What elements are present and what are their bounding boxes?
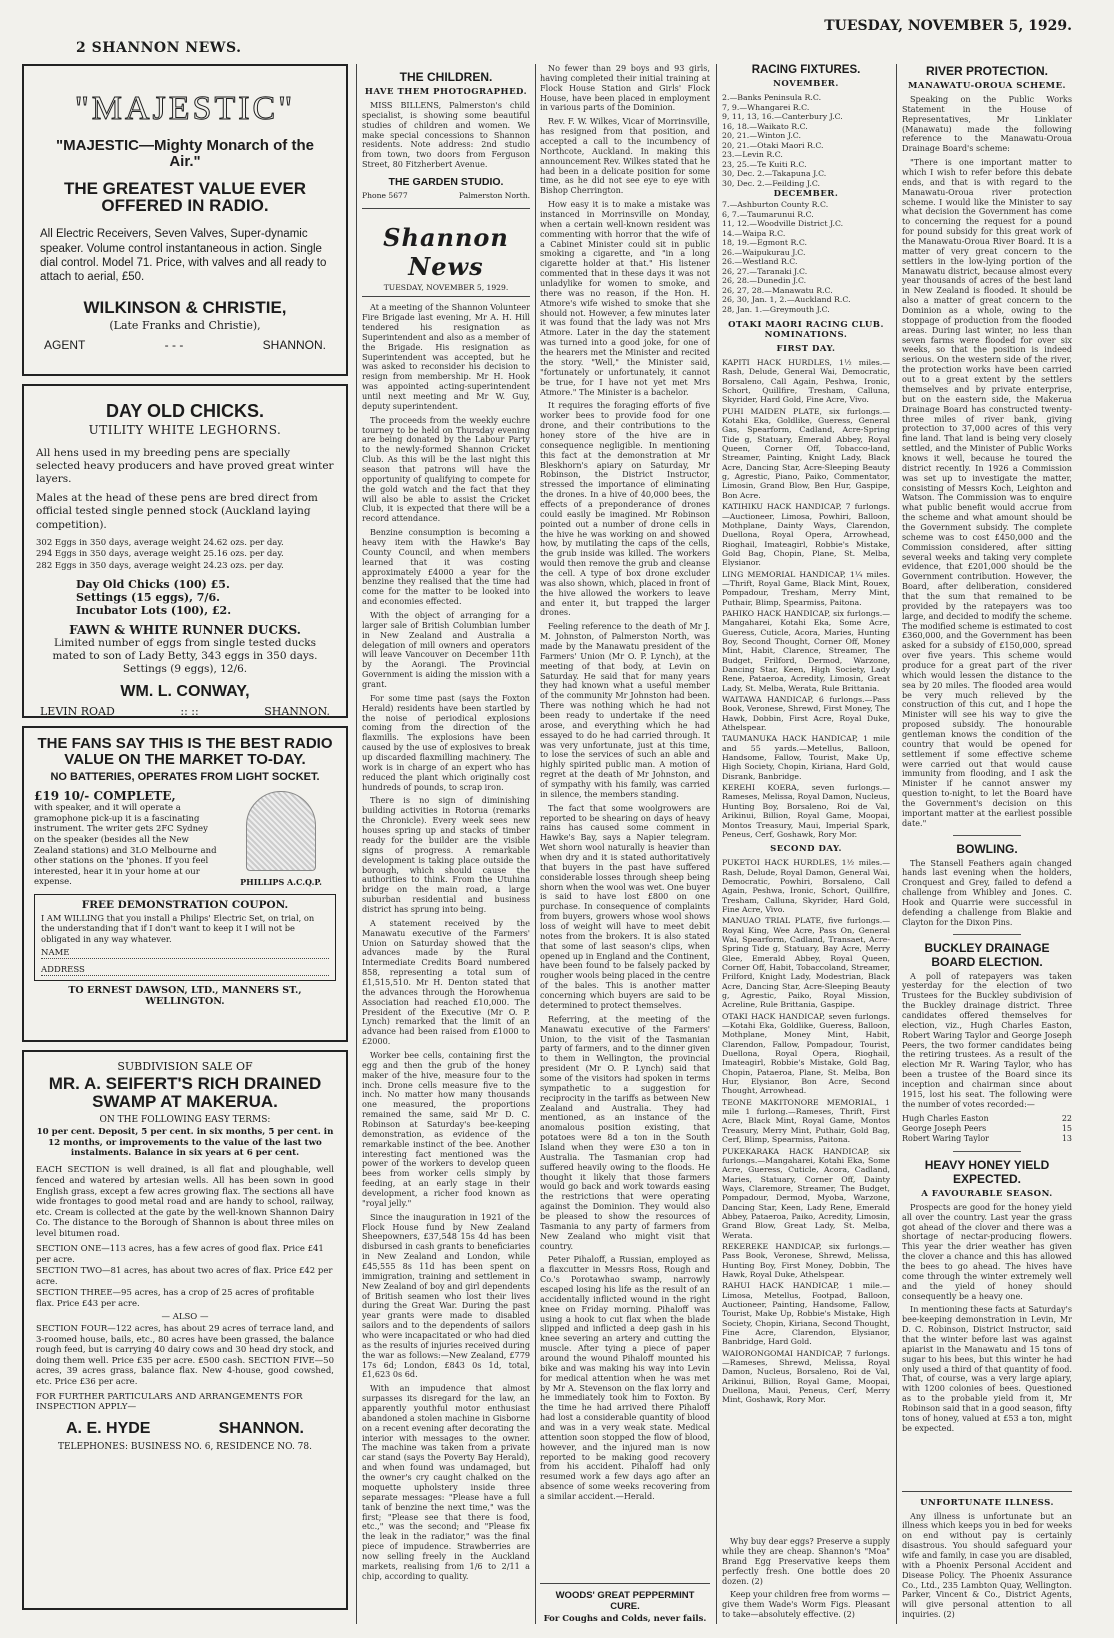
news-column-2 xyxy=(362,64,530,1624)
swamp-sale-ad xyxy=(22,1050,348,1610)
swamp-terms-head: ON THE FOLLOWING EASY TERMS: xyxy=(99,1114,271,1125)
nov-fixture: 9, 11, 13, 16.—Canterbury J.C. xyxy=(722,112,843,121)
swamp-agent: A. E. HYDE xyxy=(66,1419,151,1437)
race-entry: PAHIKO HACK HANDICAP, six furlongs.—Mangaharei, Kotahi Eka, Some Acre, Gueress, Cuticle, Acora, Maries, Hunting Boy, Second Thought, Corner Off, Money Mint, Habit, Clarence, Streamer, The Budget, Frilford, Dermod, Warzone, Dancing Star, Keen, High Society, Lady Rene, Pataeroa, Acredity, Limosin, Great Lady, St. Melba, Werata, Rule Brittania. xyxy=(722,608,890,693)
dec-fixture: 6, 7.—Taumarunui R.C. xyxy=(722,209,814,219)
majestic-headline: THE GREATEST VALUE EVER OFFERED IN RADIO. xyxy=(63,178,307,216)
news-paragraph: "There is one important matter to which I wish to refer before this debate ends, and that is with regard to the Manawatu-Oroua river protection scheme. I would like the Minister to say what decision the Government has come to concerning the request for a pound for pound subsidy for this great work of the Manawatu-Oroua River Board. It is a matter of very great concern to the settlers in the low-lying portion of the Manawatu district, because almost every year thousands of acres of the best land in New Zealand is flooded. It should be also a matter of great concern to the Dominion as a whole, owing to the stoppage of production from the flooded areas. During last winter, no less than seven farms were flooded for over six weeks, so that the position is indeed serious. On the western side of the river, the protection works have been carried out to a great extent by the settlers themselves and by private enterprise, but on the eastern side, the Makerua Drainage Board has constructed twenty-three miles of river bank, giving protection to 37,000 acres of this very fine land. That land is being very closely settled, and the Minister of Public Works knows it well, because he toured the district recently. In 1926 a Commission was set up to investigate the matter, consisting of Messrs Koch, Leighton and Watson. The Commission was to enquire what public benefit would accrue from the scheme and what amount should be the Government subsidy. The complete scheme was to cost £450,000 and the Commission considered, after sitting several weeks and taking very complete evidence, that £201,000 should be the Government contribution. However, the Board, after deliberation, considered that the sum that remained to be provided by the ratepayers was too large, and decided to modify the scheme. The modified scheme is estimated to cost £360,000, and the Government has been asked for a subsidy of £150,000, spread over five years. This scheme would produce for a great part of the river which would lessen the distance to the sea by 20 miles. The flooded area would be very much relieved by the construction of this cut, and I hope the Minister will see his way to give the proposed subsidy. The honourable gentleman knows the condition of the country that would be opened for settlement if some effective scheme were carried out that would cause immunity from flooding, and I ask the Minister if he cannot answer my question to-night, to let the Board have the Government's decision on this important matter at the earliest possible date." xyxy=(902,157,1072,828)
dec-fixture: 26, 28.—Dunedin J.C. xyxy=(722,276,807,285)
column-rule xyxy=(716,64,717,1624)
dec-fixture: 26, 27, 28.—Manawatu R.C. xyxy=(722,285,833,295)
chicks-price-1: Day Old Chicks (100) £5. xyxy=(76,578,230,592)
race-entry: OTAKI HACK HANDICAP, seven furlongs.—Kotahi Eka, Goldlike, Gueress, Balloon, Mothplane, Money Mint, Habit, Clarendon, Fallow, Pompadour, Tourist, Duellona, Royal Opera, Rioghail, Imateagirl, Robbie's Mistake, Gold Bag, Chopin, Pataeroa, Plane, St. Melba, Bon Hur, Elysianor, Bon Acre, Second Thought, Arrowhead. xyxy=(722,1011,890,1096)
chicks-ad: DAY OLD CHICKS. UTILITY WHITE LEGHORNS. All hens used in my breeding pens are specially selected heavy producers and have proved great winter layers. Males at the head of these pens are bred direct from official tested single penned stock (Auckland laying competition). 302 Eggs in 350 days, average weight 24.62 ozs. per day. 294 Eggs in 350 days, average weight 25.16 ozs. per day. 282 Eggs in 350 days, average weight 24.23 ozs. per day. Day Old Chicks (100) £5. Settings (15 eggs), 7/6. Incubator Lots (100), £2. FAWN & WHITE RUNNER DUCKS. Limited number of eggs from single tested ducks mated to son of Lady Betty, 343 eggs in 350 days. Settings (9 eggs), 12/6. WM. L. CONWAY, LEVIN ROAD :: :: SHANNON. xyxy=(22,384,348,718)
majestic-firm-sub: (Late Franks and Christie), xyxy=(109,318,261,332)
news-paragraph: It requires the foraging efforts of five worker bees to provide food for one drone, and their contributions to the honey store of the hive are in consequence negligible. In mentioning this fact at the demonstration at Mr Bleskhorn's apiary on Saturday, Mr Robinson, the District Instructor, stressed the importance of eliminating the drones. In a hive of 40,000 bees, the effects of a preponderance of drones could easily be imagined. Mr Robinson pointed out a number of drone cells in the hive he was working on and showed how, by mutilating the caps of the cells, the grub inside was killed. The workers would then remove the grub and cleanse the cell. A type of box drone excluder was also shown, which, placed in front of the hive allowed the workers to leave and enter it, but trapped the larger drones. xyxy=(540,400,710,618)
column-rule xyxy=(535,64,536,1624)
vote-row: Robert Waring Taylor 13 xyxy=(902,1134,1072,1144)
dec-fixture: 26, 30, Jan. 1, 2.—Auckland R.C. xyxy=(722,295,851,304)
race-entry: WAITAWA HANDICAP, 6 furlongs.—Pass Book, Veronese, Shrewd, First Money, The Hawk, Dobbin, First Acre, Royal Duke, Athelspear. xyxy=(722,695,890,733)
race-entry: PUKEKARAKA HACK HANDICAP, six furlongs.—Mangaharei, Kotahi Eka, Some Acre, Gueress, Cuticle, Acora, Cadland, Maries, Statuary, Corner Off, Dainty Ways, Claremore, Streamer, The Budget, Pompadour, Dermod, Myoba, Warzone, Dancing Star, Keen, Lady Rene, Emerald Abbey, Pataeroa, Paiko, Acredity, Limosin, Grand Blow, Great Lady, St. Melba, Werata. xyxy=(722,1146,890,1240)
studio-phone: Phone 5677 xyxy=(362,191,408,201)
chicks-subtitle: UTILITY WHITE LEGHORNS. xyxy=(88,422,282,437)
news-paragraph: For some time past (says the Foxton Herald) residents have been startled by the noise of periodical explosions coming from the direction of the flaxmills. The explosions have been caused by the use of explosives to break up discarded flaxmilling machinery. The work is in charge of an expert who has reduced the plant which originally cost hundreds of pounds, to scrap iron. xyxy=(362,692,530,792)
chicks-title: DAY OLD CHICKS. xyxy=(105,401,265,421)
race-entry: KEREHI KOERA, seven furlongs.—Rameses, Melissa, Royal Damon, Nucleus, Hunting Boy, Borsaleno, Roi de Val, Arikinui, Billion, Royal Game, Moopai, Montos Treasury, Maui, Imperial Spark, Peneus, Cerf, Goshawk, Rory Mor. xyxy=(722,783,890,839)
dec-fixture: 7.—Ashburton County R.C. xyxy=(722,200,829,209)
news-paragraph: The fact that some woolgrowers are reported to be shearing on days of heavy rains has caused some comment in Hawke's Bay, says a Napier telegram. Wet shorn wool naturally is heavier than when dry and it is stated authoritatively that buyers in the past have suffered considerable losses through sheep being shorn when the wool was wet. One buyer is said to have lost £800 on one purchase. In consequence of complaints from buyers, growers whose wool shows loss of weight will have to meet debit notes from the brokers. It is also stated that some of last season's clips, when opened up in England and the Continent, have been found to be falsely packed by rougher wools being placed in the centre of the bales. This is another matter concerning which buyers are said to be determined to protect themselves. xyxy=(540,802,710,1010)
nov-fixture: 7, 9.—Whangarei R.C. xyxy=(722,102,810,112)
chicks-p1: All hens used in my breeding pens are specially selected heavy producers and have proved great winter layers. xyxy=(36,446,334,486)
dec-fixture: 18, 19.—Egmont R.C. xyxy=(722,238,807,247)
bowling-body: The Stansell Feathers again changed hands last evening when the holders, Cronquest and Grey, failed to defend a challenge from Whibley and Jones. C. Hook and Quarrie were successful in defending a challenge from Blakie and Clayton for the Dixon Pins. xyxy=(902,857,1072,927)
bowling-title: BOWLING. xyxy=(956,841,1018,856)
column-rule xyxy=(896,64,897,1624)
news-paragraph: With the object of arranging for a larger sale of British Columbian lumber in New Zealand and Australia a delegation of mill owners and operators will leave Vancouver on December 11th by the Aorangi. The Provincial Government is aiding the mission with a grant. xyxy=(362,610,530,690)
chicks-price-2: Settings (15 eggs), 7/6. xyxy=(76,591,220,605)
chicks-road: LEVIN ROAD xyxy=(40,705,115,718)
chicks-price-3: Incubator Lots (100), £2. xyxy=(76,604,232,618)
race-entry: RAHUI HACK HANDICAP, 1 mile.—Limosa, Metellus, Footpad, Balloon, Auctioneer, Painting, Handsome, Fallow, Tourist, Make Up, Robbie's Mistake, High Society, Chopin, Kiriana, Second Thought, Fine Acre, Clarendon, Elysianor, Banbridge, Hard Gold. xyxy=(722,1281,890,1347)
children-body: MISS BILLENS, Palmerston's child specialist, is showing some beautiful studies of children and women. We make special concessions to Shannon residents. Note address: 2nd studio from town, two doors from Ferguson Street, 80 Fitzherbert Avenue. xyxy=(362,100,530,170)
vote-row: George Joseph Peers 15 xyxy=(902,1124,1072,1134)
masthead-date: TUESDAY, NOVEMBER 5, 1929. xyxy=(383,283,509,293)
swamp-section-2: SECTION TWO—81 acres, has about two acres of flax. Price £42 per acre. xyxy=(36,1265,333,1287)
news-column-3 xyxy=(540,64,710,1624)
news-paragraph: Since the inauguration in 1921 of the Flock House fund by New Zealand Sheepowners, £37,548 15s 4d has been disbursed in cash grants to beneficiaries in New Zealand and London, while £45,555 8s 11d has been spent on immigration, training and settlement in New Zealand of boy and girl dependents of British seamen who lost their lives during the Great War. During the past year grants were made to disabled sailors and to the dependents of sailors who were incapacitated or who had died as the results of injuries received during the war as follows:—New Zealand, £779 17s 6d; London, £843 0s 1d, total, £1,623 0s 6d. xyxy=(362,1211,530,1380)
news-paragraph: Worker bee cells, containing first the egg and then the grub of the honey maker of the hive, measure four to the inch. Drone cells measure five to the inch. No matter how many thousands one measured, the proportions remained the same, said Mr D. C. Robinson at Saturday's bee-keeping demonstration, as evidence of the remarkable instinct of the bee. Another interesting fact mentioned was the power of the workers to develop queen bees from worker cells simply by feeding, at an early stage in their development, a richer food known as "royal jelly." xyxy=(362,1049,530,1208)
chicks-name: WM. L. CONWAY, xyxy=(120,683,250,701)
news-paragraph: Feeling reference to the death of Mr J. M. Johnston, of Palmerston North, was made by the Manawatu president of the Farmers' Union (Mr O. P. Lynch), at the meeting of that body, at Levin on Saturday. He said that for many years they had known what a useful member of the community Mr Johnston had been. There was nothing which he had not been ready to undertake if the need arose, and everything which he had essayed to do he had carried through. It was very unfortunate, just at this time, to lose the services of such an able and highly spirited public man. A motion of regret at the death of Mr Johnston, and of sympathy with his family, was carried in silence, the members standing. xyxy=(540,621,710,799)
river-sub: MANAWATU-OROUA SCHEME. xyxy=(907,81,1067,91)
swamp-town: SHANNON. xyxy=(218,1419,304,1437)
news-paragraph: Referring, at the meeting of the Manawatu executive of the Farmers' Union, to the visit of the Tasmanian party of farmers, and to the dinner given to them in Wellington, the provincial president (Mr O. P. Lynch) said that some of the visitors had spoken in terms sympathetic to a suggestion for reciprocity in the tariffs as between New Zealand and Australia. They had mentioned, as an instance of the anomalous position existing, that potatoes were 8d a ton in the South Island when they were £30 a ton in Australia. The Tasmanian crop had suffered heavily owing to the floods. He thought it likely that those farmers would go back and work towards easing the restrictions that were operating against the Dominion. They would also be pleased to show the resources of Tasmania to any party of farmers from New Zealand who might visit that country. xyxy=(540,1013,710,1251)
majestic-firm: WILKINSON & CHRISTIE, xyxy=(83,297,287,317)
race-entry: WAIORONGOMAI HANDICAP, 7 furlongs.—Rameses, Shrewd, Melissa, Royal Damon, Nucleus, Borsaleno, Roi de Val, Arikinui, Billion, Royal Game, Moopai, Duellona, Maui, Peneus, Cerf, Merry Mint, Goshawk, Rory Mor. xyxy=(722,1348,890,1405)
date-header: TUESDAY, NOVEMBER 5, 1929. xyxy=(824,18,1072,34)
coupon-name-label: NAME xyxy=(41,948,70,959)
ducks-body: Limited number of eggs from single tested ducks mated to son of Lady Betty, 343 eggs in 350 days. Settings (9 eggs), 12/6. xyxy=(52,637,318,676)
news-paragraph: Speaking on the Public Works Statement in the House of Representatives, Mr Linklater (Manawatu) made the following reference to the Manawatu-Oroua Drainage Board's scheme: xyxy=(902,94,1072,154)
majestic-logo: "MAJESTIC" xyxy=(74,90,296,127)
honey-title: HEAVY HONEY YIELD EXPECTED. xyxy=(924,1157,1050,1186)
racing-november: NOVEMBER. xyxy=(773,79,839,89)
majestic-town: SHANNON. xyxy=(262,337,326,352)
column-rule xyxy=(356,64,357,1624)
coupon-address-label: ADDRESS xyxy=(41,965,85,976)
news-paragraph: At a meeting of the Shannon Volunteer Fire Brigade last evening, Mr A. H. Hill tendered his resignation as Superintendent and also as a member of the Brigade. His resignation as Superintendent was accepted, but he was asked to reconsider his decision to resign from membership. Mr H. Hook was appointed acting-superintendent until next meeting and Mr W. Guy, deputy superintendent. xyxy=(362,302,530,411)
vote-row: Hugh Charles Easton 22 xyxy=(902,1113,1072,1123)
buckley-body: A poll of ratepayers was taken yesterday for the election of two Trustees for the Buckley subdivision of the Buckley drainage district. Three candidates offered themselves for election, viz., Hugh Charles Easton, Robert Waring Taylor and George Joseph Peers, the two former candidates being the retiring trustees. As a result of the election Mr R. Waring Taylor, who has been a trustee of the Board since its inception and chairman since about 1915, lost his seat. The following were the number of votes recorded:— xyxy=(902,970,1072,1109)
advertisement-column xyxy=(22,64,348,1624)
radio-set-illustration xyxy=(246,791,316,871)
philips-headline: THE FANS SAY THIS IS THE BEST RADIO VALUE ON THE MARKET TO-DAY. xyxy=(37,735,333,768)
swamp-body: EACH SECTION is well drained, is all flat and ploughable, well fenced and watered by artesian wells. All has been sown in good English grass, except a few acres growing flax. The sections all have wide frontages to good metal road and are handy to school, railway, etc. Cream is collected at the gate by the well-known Shannon Dairy Co. The distance to the Borough of Shannon is about three miles on level bitumen road. xyxy=(36,1165,334,1240)
race-entry: PUHI MAIDEN PLATE, six furlongs.—Kotahi Eka, Goldlike, Gueress, General Gas, Spearform, Cadland, Acre-Spring Tide g, Statuary, Emerald Abbey, Royal Queen, Corner Off, Tobacco-land, Streamer, Painting, Knight Lady, Black Acre, Dancing Star, Acre-Sleeping Beauty g, Agrestic, Piano, Paiko, Commentator, Limosin, Grand Blow, Ben Hur, Gaspipe, Bon Acre. xyxy=(722,406,890,500)
swamp-title: MR. A. SEIFERT'S RICH DRAINED SWAMP AT MAKERUA. xyxy=(48,1074,322,1111)
illness-body: Any illness is unfortunate but an illness which keeps you in bed for weeks on end without pay is certainly disastrous. You should safeguard your wife and family, in case you are disabled, with a Phoenix Personal Accident and Disease Policy. The Phoenix Assurance Co., Ltd., 235 Lambton Quay, Wellington. Parker, Vincent & Co., District Agents, will give personal attention to all inquiries. (2) xyxy=(902,1510,1072,1620)
news-column-5 xyxy=(902,64,1072,1624)
garden-studio: THE GARDEN STUDIO. xyxy=(388,176,504,189)
swamp-pre: SUBDIVISION SALE OF xyxy=(117,1060,253,1073)
woods-sub: For Coughs and Colds, never fails. xyxy=(543,1614,707,1624)
dec-fixture: 26.—Waipukurau J.C. xyxy=(722,247,806,257)
dec-fixture: 28, Jan. 1.—Greymouth J.C. xyxy=(722,304,830,314)
buckley-title: BUCKLEY DRAINAGE BOARD ELECTION. xyxy=(924,940,1050,969)
news-paragraph: With an impudence that almost surpasses its disregard for the law, an apparently youthful motor enthusiast abandoned a stolen machine in Gisborne on a recent evening after decorating the interior with messages to the owner. The machine was taken from a private car stand (says the Poverty Bay Herald), and when found was undamaged, but the owner's cry caught chalked on the moquette upholstery inside three separate messages: "Please have a full tank of benzine the next time," was the first; "Please see that there is food, etc.," was the second; and "Please fix the leak in the radiator," was the final piece of impudence. Strawberries are now selling freely in the Auckland markets, realising from 1/6 to 2/11 a chip, according to quality. xyxy=(362,1383,530,1581)
race-entry: PUKETOI HACK HURDLES, 1½ miles.—Rash, Delude, Royal Damon, General Wai, Democratic, Powhiri, Borsaleno, Call Again, Peshwa, Ironic, Schort, Quillfire, Tresham, Calluna, Skyrider, Hard Gold, Fine Acre, Vivo. xyxy=(722,858,890,914)
majestic-body: All Electric Receivers, Seven Valves, Super-dynamic speaker. Volume control instantaneous in action. Single dial control. Model 71. Price, with valves and all ready to attach to aerial, £50. xyxy=(40,228,327,284)
river-title: RIVER PROTECTION. xyxy=(925,64,1048,78)
coupon-title: FREE DEMONSTRATION COUPON. xyxy=(81,899,289,912)
news-paragraph: Prospects are good for the honey yield all over the country. Last year the grass got ahead of the clover and there was a shortage of nectar-producing flowers. This year the drier weather has given the clover a chance and this has allowed the bees to go ahead. The hives have come through the winter extremely well and the yield of honey should consequently be a heavy one. xyxy=(902,1201,1072,1301)
philips-price: £19 10/- COMPLETE, xyxy=(34,789,176,804)
racing-column xyxy=(722,64,890,1624)
nov-fixture: 23.—Levin R.C. xyxy=(722,150,783,159)
nov-fixture: 30, Dec. 2.—Takapuna J.C. xyxy=(722,169,827,178)
race-entry: TAUMANUKA HACK HANDICAP, 1 mile and 55 yards.—Metellus, Balloon, Handsome, Fallow, Tourist, Make Up, High Society, Chopin, Kiriana, Hard Gold, Disrank, Banbridge. xyxy=(722,734,890,781)
swamp-more: SECTION FOUR—122 acres, has about 29 acres of terrace land, and 3-roomed house, bails, etc., 80 acres have been grassed, the balance rough feed, but is carrying 40 dairy cows and 30 head dry stock, and doing them well. Price £35 per acre. £500 cash. SECTION FIVE—50 acres, 39 acres grass, balance flax. New 4-house, good cowshed, etc. Price £36 per acre. xyxy=(36,1323,334,1388)
swamp-section-1: SECTION ONE—113 acres, has a few acres of good flax. Price £41 per acre. xyxy=(36,1243,324,1265)
news-paragraph: A statement received by the Manawatu executive of the Farmers' Union on Saturday showed that the advances made by the Rural Intermediate Credits Board numbered 858, representing a total sum of £1,515,510. Mr H. Denton stated that the advances through the Horowhenua Association had reached £10,000. The President of the Executive (Mr O. P. Lynch) remarked that the limit of an advance had been raised from £1000 to £2000. xyxy=(362,917,530,1047)
philips-to: TO ERNEST DAWSON, LTD., MANNERS ST., WELLINGTON. xyxy=(68,985,302,1008)
chicks-egg-3: 282 Eggs in 350 days, average weight 24.23 ozs. per day. xyxy=(36,560,284,571)
majestic-agent: AGENT xyxy=(44,337,86,352)
dec-fixture: 26.—Westland R.C. xyxy=(722,257,798,266)
woods-title: WOODS' GREAT PEPPERMINT CURE. xyxy=(555,1590,695,1612)
news-paragraph: Benzine consumption is becoming a heavy item with the Hawke's Bay County Council, and when members learned that it was costing approximately £4000 a year for the benzine they realised that the time had come for the matter to be looked into and economies effected. xyxy=(362,527,530,607)
nov-fixture: 20, 21.—Winton J.C. xyxy=(722,131,801,140)
chicks-p2: Males at the head of these pens are bred direct from official tested single penned stock (Auckland laying competition). xyxy=(36,492,318,531)
race-entry: LING MEMORIAL HANDICAP, 1¼ miles.—Thrift, Royal Game, Black Mint, Rouex, Pompadour, Tresham, Merry Mint, Puthair, Blimp, Spearmiss, Paitona. xyxy=(722,569,890,607)
race-entry: KATIHIKU HACK HANDICAP, 7 furlongs.—Auctioneer, Limosa, Powhiri, Balloon, Mothplane, Dainty Ways, Clarendon, Duellona, Royal Opera, Arrowhead, Rioghail, Imateagirl, Robbie's Mistake, Gold Bag, Chopin, Plane, St. Melba, Elysianor. xyxy=(722,502,890,568)
masthead-title: Shannon News xyxy=(383,223,509,282)
majestic-tagline: "MAJESTIC—Mighty Monarch of the Air." xyxy=(56,137,314,170)
first-day-title: FIRST DAY. xyxy=(776,344,836,354)
philips-brand: PHILLIPS A.C.Q.P. xyxy=(240,876,322,887)
swamp-section-3: SECTION THREE—95 acres, has a crop of 25 acres of profitable flax. Price £43 per acre. xyxy=(36,1287,315,1309)
newspaper-page xyxy=(22,64,1092,1624)
nov-fixture: 23, 25.—Te Kuiti R.C. xyxy=(722,159,807,169)
nov-fixture: 30, Dec. 2.—Feilding J.C. xyxy=(722,178,821,188)
dec-fixture: 14.—Waipa R.C. xyxy=(722,228,786,238)
news-paragraph: In mentioning these facts at Saturday's bee-keeping demonstration in Levin, Mr D. C. Robinson, District Instructor, said that the winter before last was against apiarist in the Manawatu and 15 tons of sugar to his bees, but this winter he had only used a third of that quantity of food. That, of course, was a very large apiary, with 1200 colonies of bees. Questioned as to the probable yield from it, Mr Robinson said that in a good season, fifty tons of honey, valued at £53 a ton, might be expected. xyxy=(902,1304,1072,1433)
chicks-egg-1: 302 Eggs in 350 days, average weight 24.62 ozs. per day. xyxy=(36,537,284,548)
race-entry: KAPITI HACK HURDLES, 1½ miles.—Rash, Delude, General Wai, Democratic, Borsaleno, Call Again, Peshwa, Ironic, Schort, Quillfire, Tresham, Calluna, Skyrider, Hard Gold, Fine Acre, Vivo. xyxy=(722,358,890,405)
majestic-ad: "MAJESTIC" "MAJESTIC—Mighty Monarch of the Air." THE GREATEST VALUE EVER OFFERED IN RADIO. All Electric Receivers, Seven Valves, Super-dynamic speaker. Volume control instantaneous in action. Single dial control. Model 71. Price, with valves and all ready to attach to aerial, £50. WILKINSON & CHRISTIE, (Late Franks and Christie), AGENT - - - SHANNON. xyxy=(22,64,348,376)
philips-body: with speaker, and it will operate a gramophone pick-up it is a fascinating instrument. The writer gets 2FC Sydney on the speaker (besides all the New Zealand stations) and 3LO Melbourne and other stations on the 'phones. If you feel interested, hear it in your home at our expense. xyxy=(34,803,217,888)
worm-figs-ad: Keep your children free from worms —give them Wade's Worm Figs. Pleasant to take—absolutely effective. (2) xyxy=(722,1589,890,1620)
nov-fixture: 20, 21.—Otaki Maori R.C. xyxy=(722,140,824,150)
demonstration-coupon xyxy=(34,894,336,981)
nov-fixture: 2.—Banks Peninsula R.C. xyxy=(722,93,822,102)
news-paragraph: Rev. F. W. Wilkes, Vicar of Morrinsville, has resigned from that position, and accepted a call to the incumbency of Northcote, Auckland. In making this announcement Rev. Wilkes stated that he had been in a delicate position for some time, as he did not see eye to eye with Bishop Cherrington. xyxy=(540,116,710,196)
swamp-apply: FOR FURTHER PARTICULARS AND ARRANGEMENTS FOR INSPECTION APPLY— xyxy=(36,1391,303,1412)
swamp-phones: TELEPHONES: BUSINESS NO. 6, RESIDENCE NO. 78. xyxy=(57,1441,312,1452)
philips-radio-ad xyxy=(22,726,348,1042)
honey-sub: A FAVOURABLE SEASON. xyxy=(921,1188,1053,1199)
coupon-body: I AM WILLING that you install a Philips' Electric Set, on trial, on the understanding that if I don't want to keep it I will not be obligated in any way whatever. xyxy=(41,913,315,944)
nov-fixture: 16, 18.—Waikato R.C. xyxy=(722,121,808,131)
dec-fixture: 26, 27.—Taranaki J.C. xyxy=(722,266,808,276)
ducks-title: FAWN & WHITE RUNNER DUCKS. xyxy=(69,623,301,638)
children-sub: HAVE THEM PHOTOGRAPHED. xyxy=(364,87,528,97)
dec-fixture: 11, 12.—Woodville District J.C. xyxy=(722,219,844,228)
illness-title: UNFORTUNATE ILLNESS. xyxy=(920,1497,1054,1508)
swamp-also: — ALSO — xyxy=(161,1311,209,1322)
news-paragraph: No fewer than 29 boys and 93 girls, having completed their initial training at Flock House Station and Girls' Flock House, have been placed in employment in various parts of the Dominion. xyxy=(540,64,710,113)
studio-city: Palmerston North. xyxy=(458,191,530,201)
otaki-nominations-title: OTAKI MAORI RACING CLUB. NOMINATIONS. xyxy=(728,320,884,340)
race-entry: REKEREKE HANDICAP, six furlongs.—Pass Book, Veronese, Shrewd, Melissa, Hunting Boy, First Money, Dobbin, The Hawk, Royal Duke, Athelspear. xyxy=(722,1241,890,1279)
racing-title: RACING FIXTURES. xyxy=(751,64,861,76)
chicks-egg-2: 294 Eggs in 350 days, average weight 25.16 ozs. per day. xyxy=(36,549,284,560)
news-paragraph: Peter Pihaloff, a Russian, employed as a flaxcutter in Messrs Ross, Rough and Co.'s Porotawhao swamp, narrowly escaped losing his life as the result of an accidentally inflicted wound in the right knee on Friday morning. Pihaloff was using a hook to cut flax when the blade slipped and inflicted a deep gash in his knee severing an artery and cutting the muscle. After tying a piece of paper around the wound Pihaloff mounted his bike and was making his way into Levin for medical attention when he was met by Mr A. Stevenson on the flax lorry and he immediately took him to Foxton. By the time he had arrived there Pihaloff had lost a considerable quantity of blood and was in a very weak state. Medical attention soon stopped the flow of blood, however, and the injured man is now reported to be making good recovery from his accident. Pihaloff had only resumed work a few days ago after an absence of some weeks recovering from a similar accident.—Herald. xyxy=(540,1254,710,1502)
masthead xyxy=(362,208,530,297)
race-entry: TEONE MAKITONORE MEMORIAL, 1 mile 1 furlong.—Rameses, Thrift, First Acre, Black Mint, Royal Game, Montos Treasury, Merry Mint, Puthair, Gold Bag, Cerf, Blimp, Spearmiss, Paitona. xyxy=(722,1097,890,1145)
philips-sub: NO BATTERIES, OPERATES FROM LIGHT SOCKET. xyxy=(50,770,320,783)
page-number-header: 2 SHANNON NEWS. xyxy=(76,40,242,56)
news-paragraph: The proceeds from the weekly euchre tourney to be held on Thursday evening are being donated by the Labour Party to the newly-formed Shannon Cricket Club. As this will be the last night this season that patrons will have the opportunity of qualifying to compete for the gold watch and the fact that they will also be able to assist the Cricket Club, it is expected that there will be a record attendance. xyxy=(362,414,530,524)
egg-preservative-ad: Why buy dear eggs? Preserve a supply while they are cheap. Shannon's "Moa" Brand Egg Preservative keeps them perfectly fresh. One bottle does 20 dozen. (2) xyxy=(722,1536,890,1586)
children-title: THE CHILDREN. xyxy=(399,70,493,84)
swamp-terms: 10 per cent. Deposit, 5 per cent. in six months, 5 per cent. in 12 months, or improvements to the value of the last two instalments. Balance in six years at 6 per cent. xyxy=(36,1126,334,1159)
news-paragraph: There is no sign of diminishing building activities in Rotorua (remarks the Chronicle). Every week sees new houses spring up and stacks of timber ready for the builder are the visible signs of progress. A remarkable development is taking place outside the borough, which should cause the authorities to think. From the Utuhina bridge on the main road, a large suburban residential and business district has sprung into being. xyxy=(362,795,530,914)
race-entry: MANUAO TRIAL PLATE, five furlongs.—Royal King, Wee Acre, Pass On, General Wai, Spearform, Cadland, Transaet, Acre-Spring Tide g, Statuary, Bay Acre, Merry Glee, Emerald Abbey, Royal Queen, Corner Off, Habit, Tobaccoland, Streamer, Frilford, Knight Lady, Modestrian, Black Acre, Dancing Star, Acre-Sleeping Beauty g, Agrestic, Paiko, Royal Mission, Acreline, Rule Brittania, Gaspipe. xyxy=(722,916,890,1010)
second-day-title: SECOND DAY. xyxy=(770,844,842,855)
racing-december: DECEMBER. xyxy=(773,189,839,199)
news-paragraph: How easy it is to make a mistake was instanced in Morrinsville on Monday, when a certain well-known resident was commenting with horror that the wife of a Cabinet Minister could sit in public smoking a cigarette, and "in a long cigarette holder at that." His listener commented that in these days it was not unladylike for women to smoke, and there was no reason, if the Hon. H. Atmore's wife wished to smoke that she should not. However, a few minutes later it was found that the lady was not Mrs Atmore. Later in the day the statement was turned into a good joke, for one of the hearers met the Minister and recited the story. "Well," the Minister said, "fortunately or unfortunately, it cannot be true, for I have not yet met Mrs Atmore." The Minister is a bachelor. xyxy=(540,199,710,397)
chicks-town: SHANNON. xyxy=(264,705,330,718)
